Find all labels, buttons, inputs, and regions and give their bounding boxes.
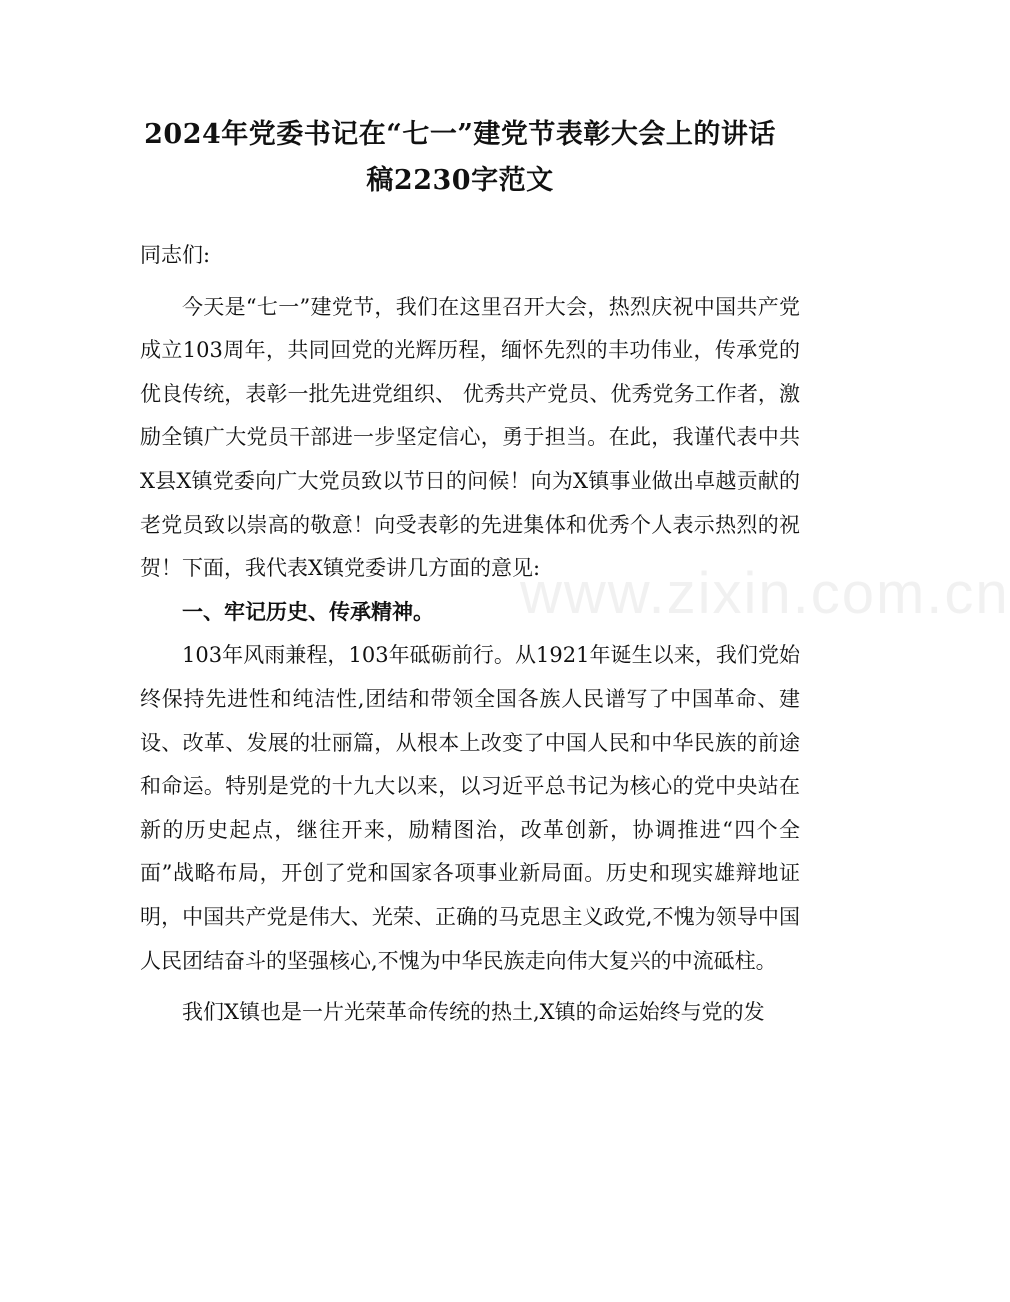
document-title	[100, 112, 820, 204]
watermark: www.zixin.com.cn	[520, 561, 1010, 626]
title-line-2: 稿2230字范文	[366, 165, 554, 196]
salutation: 同志们:	[140, 243, 211, 267]
document-body	[140, 234, 800, 1035]
paragraph-intro: 今天是“七一”建党节，我们在这里召开大会，热烈庆祝中国共产党成立103周年，共同回党的光辉历程，缅怀先烈的丰功伟业，传承党的优良传统，表彰一批先进党组织、 优秀共产党员、优秀党务工作者，激励全镇广大党员干部进一步坚定信心，勇于担当。在此，我谨代表中共X县X镇党委向广大党员致以节日的问候！向为X镇事业做出卓越贡献的老党员致以崇高的敬意！向受表彰的先进集体和优秀个人表示热烈的祝贺！下面，我代表X镇党委讲几方面的意见:	[140, 294, 800, 581]
title-line-1: 2024年党委书记在“七一”建党节表彰大会上的讲话	[144, 119, 776, 150]
paragraph-history: 103年风雨兼程，103年砥砺前行。从1921年诞生以来，我们党始终保持先进性和纯洁性,团结和带领全国各族人民谱写了中国革命、建设、改革、发展的壮丽篇，从根本上改变了中国人民和中华民族的前途和命运。特别是党的十九大以来，以习近平总书记为核心的党中央站在新的历史起点，继往开来，励精图治，改革创新，协调推进“四个全面”战略布局，开创了党和国家各项事业新局面。历史和现实雄辩地证明，中国共产党是伟大、光荣、正确的马克思主义政党,不愧为领导中国人民团结奋斗的坚强核心,不愧为中华民族走向伟大复兴的中流砥柱。	[140, 643, 800, 973]
section-heading-1: 一、牢记历史、传承精神。	[182, 599, 434, 624]
paragraph-town: 我们X镇也是一片光荣革命传统的热土,X镇的命运始终与党的发	[182, 1000, 765, 1025]
